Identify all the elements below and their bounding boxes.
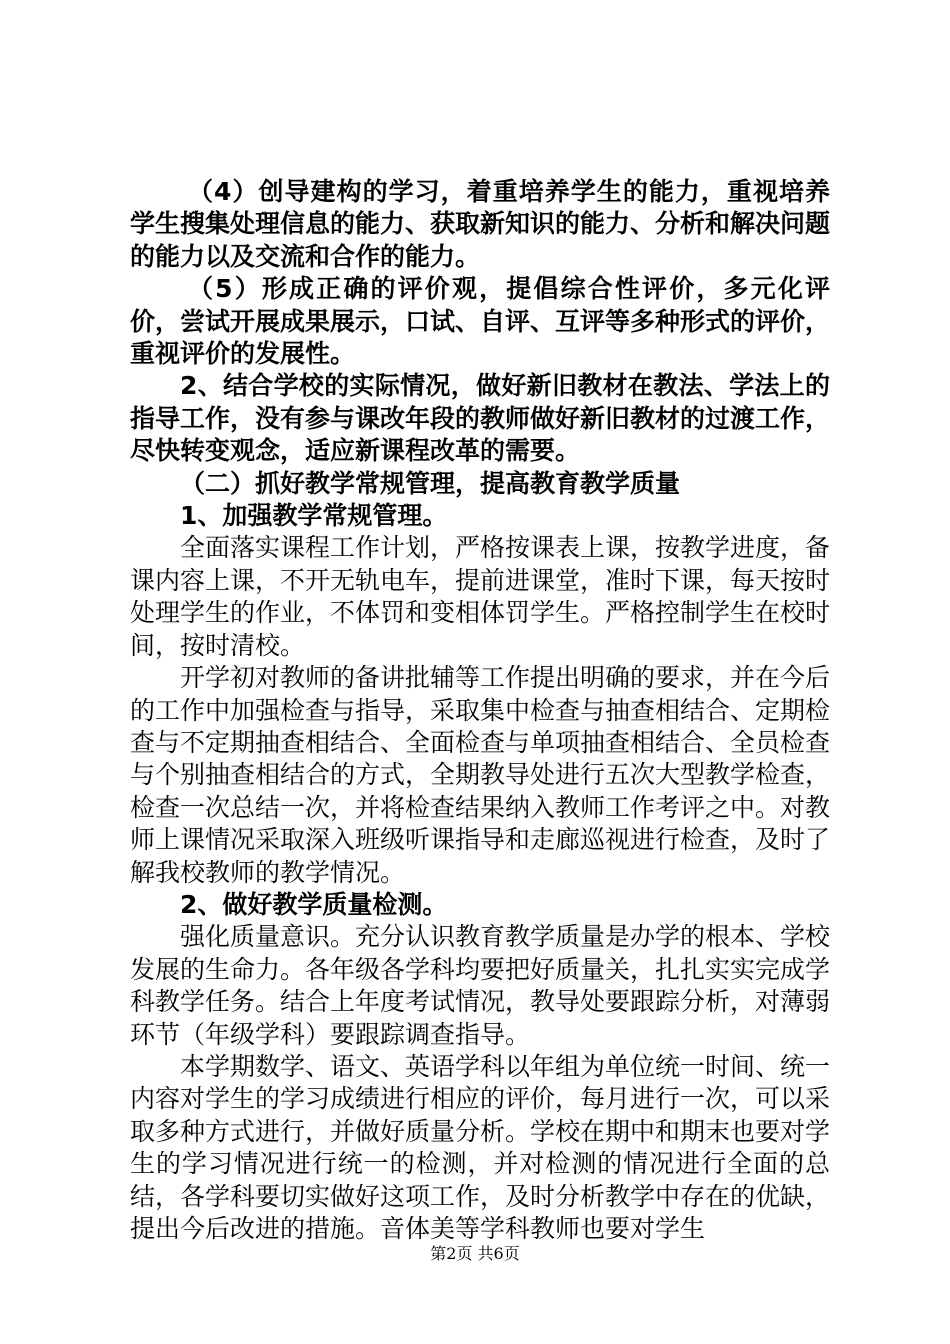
paragraph-quality-awareness: 强化质量意识。充分认识教育教学质量是办学的根本、学校发展的生命力。各年级各学科均要把好质量关，扎扎实实完成学科教学任务。结合上年度考试情况，教导处要跟踪分析，对薄弱环节（年级学科）要跟踪调查指导。 <box>130 922 831 1049</box>
document-body <box>130 176 830 1245</box>
paragraph-2-combine-school-situation: 2、结合学校的实际情况，做好新旧教材在教法、学法上的指导工作，没有参与课改年段的教师做好新旧教材的过渡工作，尽快转变观念，适应新课程改革的需要。 <box>130 371 831 466</box>
paragraph-5-evaluation-view: （5）形成正确的评价观，提倡综合性评价，多元化评价，尝试开展成果展示，口试、自评、互评等多种形式的评价，重视评价的发展性。 <box>130 274 831 369</box>
paragraph-semester-evaluation: 本学期数学、语文、英语学科以年组为单位统一时间、统一内容对学生的学习成绩进行相应的评价，每月进行一次，可以采取多种方式进行，并做好质量分析。学校在期中和期末也要对学生的学习情况进行统一的检测，并对检测的情况进行全面的总结，各学科要切实做好这项工作，及时分析教学中存在的优缺，提出今后改进的措施。音体美等学科教师也要对学生 <box>130 1051 831 1243</box>
paragraph-4-constructive-learning: （4）创导建构的学习，着重培养学生的能力，重视培养学生搜集处理信息的能力、获取新知识的能力、分析和解决问题的能力以及交流和合作的能力。 <box>130 177 831 271</box>
page-number-footer: 第2页 共6页 <box>430 1244 520 1263</box>
section-heading-teaching-routine: （二）抓好教学常规管理，提高教育教学质量 <box>180 468 681 498</box>
subheading-strengthen-routine-management: 1、加强教学常规管理。 <box>180 501 448 531</box>
subheading-quality-testing: 2、做好教学质量检测。 <box>180 889 448 919</box>
paragraph-implement-curriculum-plan: 全面落实课程工作计划，严格按课表上课，按教学进度，备课内容上课，不开无轨电车，提前进课堂，准时下课，每天按时处理学生的作业，不体罚和变相体罚学生。严格控制学生在校时间，按时清校。 <box>130 533 831 660</box>
paragraph-inspection-requirements: 开学初对教师的备讲批辅等工作提出明确的要求，并在今后的工作中加强检查与指导，采取集中检查与抽查相结合、定期检查与不定期抽查相结合、全面检查与单项抽查相结合、全员检查与个别抽查相结合的方式，全期教导处进行五次大型教学检查，检查一次总结一次，并将检查结果纳入教师工作考评之中。对教师上课情况采取深入班级听课指导和走廊巡视进行检查，及时了解我校教师的教学情况。 <box>130 663 831 887</box>
